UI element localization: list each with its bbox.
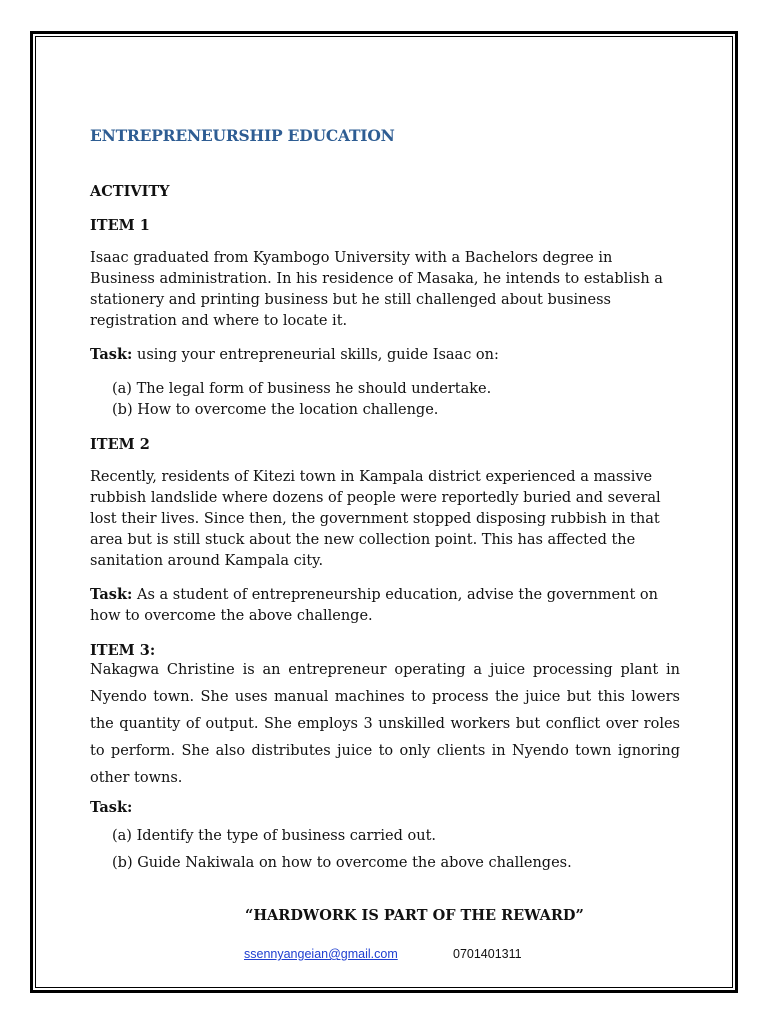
item1-list [112, 379, 672, 421]
item2-heading: ITEM 2 [90, 436, 150, 453]
list-item: (a) The legal form of business he should undertake. [112, 381, 492, 397]
task-label: Task: [90, 346, 133, 363]
list-item: (b) Guide Nakiwala on how to overcome the above challenges. [112, 855, 572, 871]
item1-line: registration and where to locate it. [90, 313, 348, 329]
task-text: As a student of entrepreneurship education, advise the government on [132, 587, 658, 603]
email-link[interactable]: ssennyangeian@gmail.com [244, 947, 398, 961]
item1-heading: ITEM 1 [90, 217, 150, 234]
task-label: Task: [90, 586, 133, 603]
footer-quote: “HARDWORK IS PART OF THE REWARD” [245, 907, 584, 924]
item3-heading: ITEM 3: [90, 642, 156, 659]
phone-number: 0701401311 [453, 947, 522, 961]
item1-line: Business administration. In his residence of Masaka, he intends to establish a [90, 271, 663, 287]
item1-paragraph [90, 248, 680, 332]
item1-task [90, 344, 680, 366]
task-text: how to overcome the above challenge. [90, 608, 373, 624]
task-text: using your entrepreneurial skills, guide Isaac on: [132, 347, 499, 363]
item2-line: Recently, residents of Kitezi town in Kampala district experienced a massive [90, 469, 653, 485]
item3-task-label: Task: [90, 799, 133, 816]
item2-line: area but is still stuck about the new collection point. This has affected the [90, 532, 636, 548]
item2-line: rubbish landslide where dozens of people were reportedly buried and several [90, 490, 661, 506]
item2-line: lost their lives. Since then, the government stopped disposing rubbish in that [90, 511, 660, 527]
item2-paragraph [90, 467, 680, 572]
list-item: (b) How to overcome the location challenge. [112, 402, 439, 418]
item1-line: stationery and printing business but he still challenged about business [90, 292, 611, 308]
item1-line: Isaac graduated from Kyambogo University with a Bachelors degree in [90, 250, 613, 266]
item2-task [90, 584, 680, 627]
item3-paragraph: Nakagwa Christine is an entrepreneur operating a juice processing plant in Nyendo town. She uses manual machines to process the juice but this lowers the quantity of output. She employs 3 unskilled workers but conflict over roles to perform. She also distributes juice to only clients in Nyendo town ignoring other towns. [90, 662, 680, 786]
activity-heading: ACTIVITY [90, 183, 170, 200]
list-item: (a) Identify the type of business carried out. [112, 828, 437, 844]
item3-list [112, 823, 672, 877]
document-title: ENTREPRENEURSHIP EDUCATION [90, 126, 395, 145]
item2-line: sanitation around Kampala city. [90, 553, 324, 569]
